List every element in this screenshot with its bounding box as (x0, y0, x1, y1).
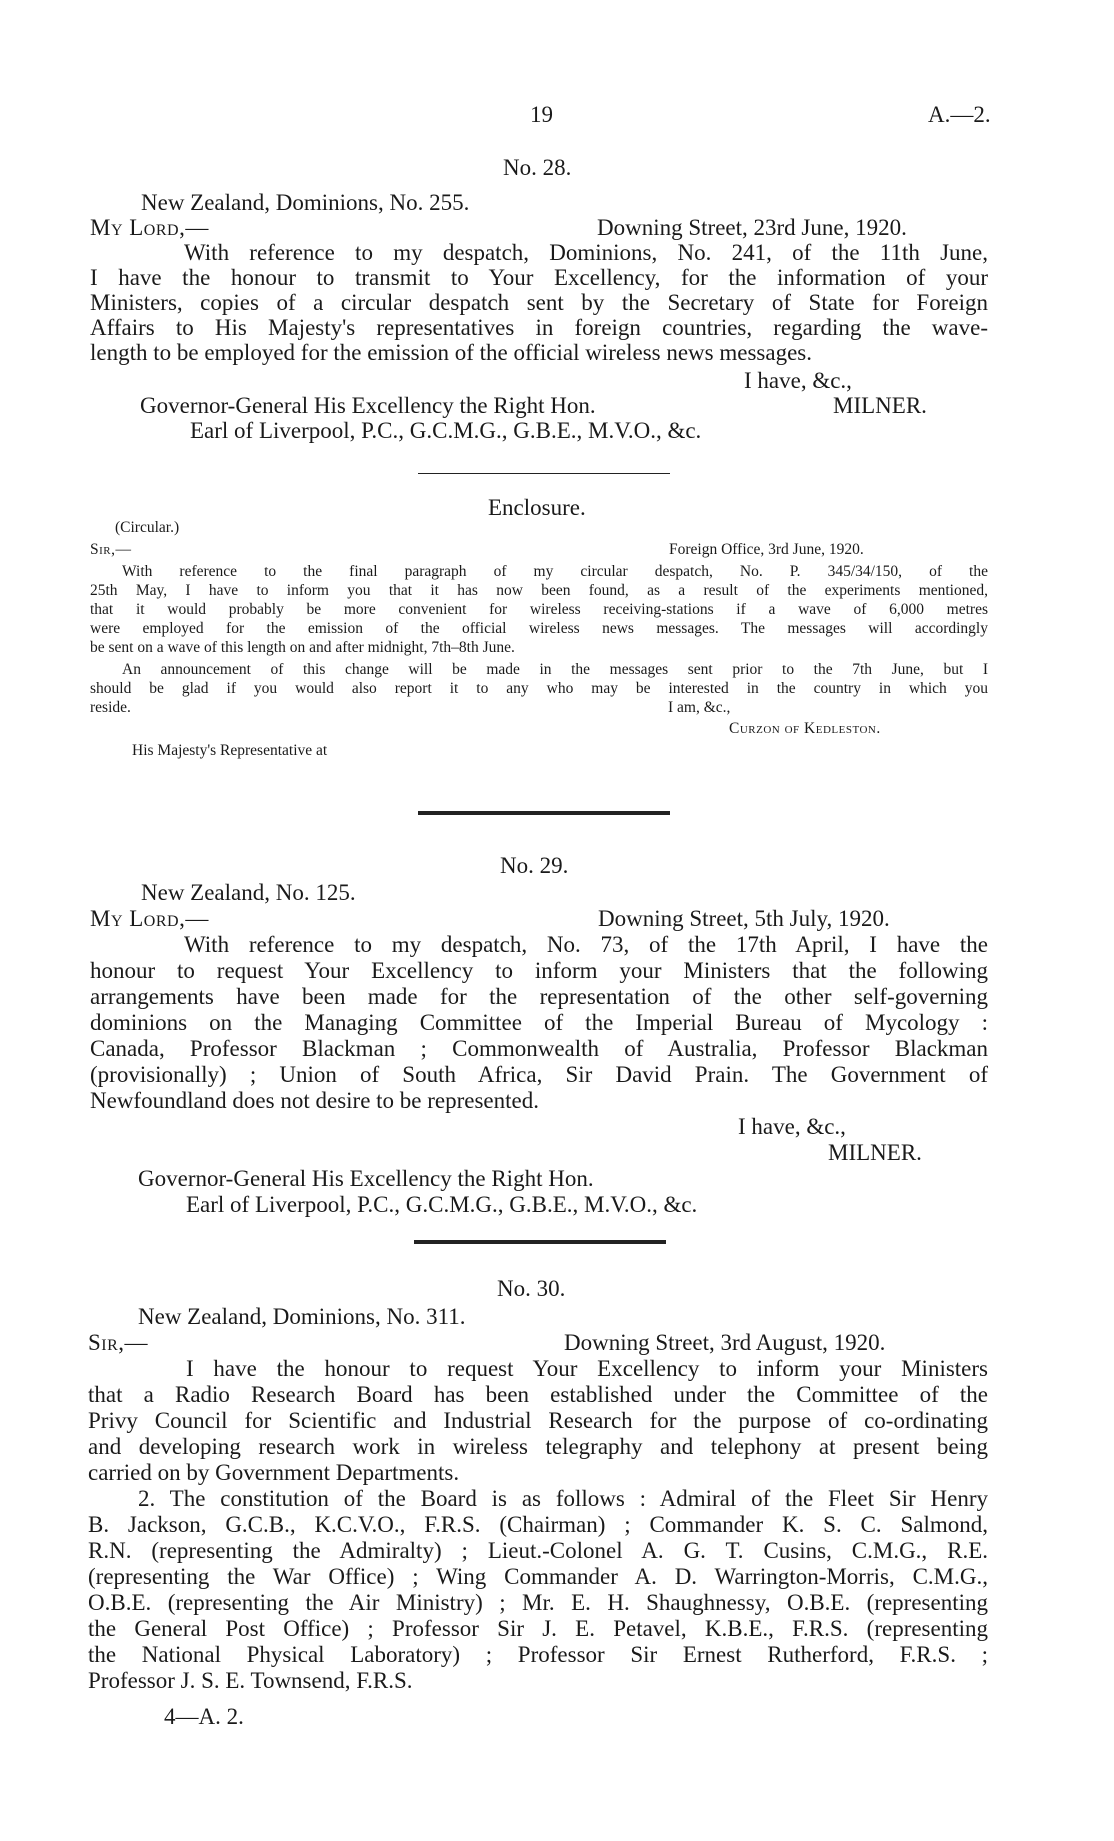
enclosure-title: Enclosure. (488, 495, 586, 520)
despatch-29-closing: I have, &c., (738, 1114, 846, 1139)
despatch-29-addressee-line-1: Governor-General His Excellency the Right Hon. (138, 1166, 594, 1191)
body-line: I have the honour to request Your Excellency to inform your Ministers (186, 1356, 988, 1381)
body-line: An announcement of this change will be made in the messages sent prior to the 7th June, but I (122, 661, 988, 678)
body-line: Affairs to His Majesty's representatives in foreign countries, regarding the wave- (90, 315, 988, 340)
body-line: carried on by Government Departments. (88, 1460, 460, 1485)
enclosure-place-date: Foreign Office, 3rd June, 1920. (669, 541, 864, 558)
body-line: length to be employed for the emission of the official wireless news messages. (90, 340, 812, 365)
page-number: 19 (530, 102, 553, 127)
enclosure-closing: I am, &c., (668, 699, 731, 716)
body-line: the General Post Office) ; Professor Sir J. E. Petavel, K.B.E., F.R.S. (representing (88, 1616, 988, 1641)
body-line: arrangements have been made for the representation of the other self-governing (90, 984, 988, 1009)
enclosure-salutation: Sir,— (90, 541, 132, 558)
enclosure-signature: Curzon of Kedleston. (729, 720, 881, 737)
despatch-29-addressee-line-2: Earl of Liverpool, P.C., G.C.M.G., G.B.E., M.V.O., &c. (186, 1192, 698, 1217)
despatch-30-recipient: New Zealand, Dominions, No. 311. (138, 1304, 466, 1329)
body-line: B. Jackson, G.C.B., K.C.V.O., F.R.S. (Chairman) ; Commander K. S. C. Salmond, (88, 1512, 988, 1537)
body-line: Canada, Professor Blackman ; Commonwealth of Australia, Professor Blackman (90, 1036, 988, 1061)
enclosure-type: (Circular.) (115, 519, 180, 536)
document-reference: A.—2. (928, 102, 991, 127)
body-line: Ministers, copies of a circular despatch sent by the Secretary of State for Foreign (90, 290, 988, 315)
despatch-28-addressee-line-2: Earl of Liverpool, P.C., G.C.M.G., G.B.E., M.V.O., &c. (190, 418, 702, 443)
despatch-30-place-date: Downing Street, 3rd August, 1920. (564, 1330, 886, 1355)
body-line: With reference to my despatch, No. 73, of the 17th April, I have the (184, 932, 988, 957)
body-line: should be glad if you would also report it to any who may be interested in the country in which you (90, 680, 988, 697)
despatch-28-addressee-line-1: Governor-General His Excellency the Right Hon. (140, 393, 596, 418)
body-line: With reference to my despatch, Dominions, No. 241, of the 11th June, (184, 240, 988, 265)
body-line: O.B.E. (representing the Air Ministry) ; Mr. E. H. Shaughnessy, O.B.E. (representing (88, 1590, 988, 1615)
body-line: (representing the War Office) ; Wing Commander A. D. Warrington-Morris, C.M.G., (88, 1564, 988, 1589)
section-divider (418, 811, 670, 815)
section-divider (414, 1240, 666, 1244)
body-line: (provisionally) ; Union of South Africa, Sir David Prain. The Government of (90, 1062, 988, 1087)
despatch-29-place-date: Downing Street, 5th July, 1920. (598, 906, 890, 931)
body-line: Privy Council for Scientific and Industrial Research for the purpose of co-ordinating (88, 1408, 988, 1433)
despatch-number-29: No. 29. (500, 853, 569, 878)
despatch-30-salutation: Sir,— (88, 1330, 149, 1355)
body-line: that a Radio Research Board has been established under the Committee of the (88, 1382, 988, 1407)
despatch-28-place-date: Downing Street, 23rd June, 1920. (597, 215, 907, 240)
printer-signature-mark: 4—A. 2. (164, 1704, 244, 1729)
despatch-29-salutation: My Lord,— (90, 906, 209, 931)
body-line: were employed for the emission of the official wireless news messages. The messages will accordingly (90, 620, 988, 637)
body-line: the National Physical Laboratory) ; Professor Sir Ernest Rutherford, F.R.S. ; (88, 1642, 988, 1667)
body-line: 25th May, I have to inform you that it has now been found, as a result of the experiments mentioned, (90, 582, 988, 599)
enclosure-addressee: His Majesty's Representative at (132, 742, 328, 759)
body-line: be sent on a wave of this length on and after midnight, 7th–8th June. (90, 639, 515, 656)
despatch-number-30: No. 30. (497, 1276, 566, 1301)
body-line: I have the honour to transmit to Your Excellency, for the information of your (90, 265, 988, 290)
body-line: 2. The constitution of the Board is as follows : Admiral of the Fleet Sir Henry (138, 1486, 988, 1511)
body-line: reside. (90, 699, 131, 716)
despatch-28-recipient: New Zealand, Dominions, No. 255. (141, 190, 470, 215)
section-divider (418, 473, 670, 474)
body-line: that it would probably be more convenient for wireless receiving-stations if a wave of 6,000 metres (90, 601, 988, 618)
despatch-29-signature: MILNER. (828, 1140, 922, 1165)
body-line: R.N. (representing the Admiralty) ; Lieut.-Colonel A. G. T. Cusins, C.M.G., R.E. (88, 1538, 988, 1563)
body-line: dominions on the Managing Committee of the Imperial Bureau of Mycology : (90, 1010, 988, 1035)
body-line: honour to request Your Excellency to inform your Ministers that the following (90, 958, 988, 983)
body-line: and developing research work in wireless telegraphy and telephony at present being (88, 1434, 988, 1459)
body-line: Newfoundland does not desire to be represented. (90, 1088, 539, 1113)
despatch-28-closing: I have, &c., (744, 368, 852, 393)
despatch-28-signature: MILNER. (833, 393, 927, 418)
body-line: Professor J. S. E. Townsend, F.R.S. (88, 1668, 413, 1693)
despatch-28-salutation: My Lord,— (90, 215, 209, 240)
despatch-29-recipient: New Zealand, No. 125. (141, 880, 356, 905)
despatch-number-28: No. 28. (503, 155, 572, 180)
body-line: With reference to the final paragraph of my circular despatch, No. P. 345/34/150, of the (122, 563, 988, 580)
